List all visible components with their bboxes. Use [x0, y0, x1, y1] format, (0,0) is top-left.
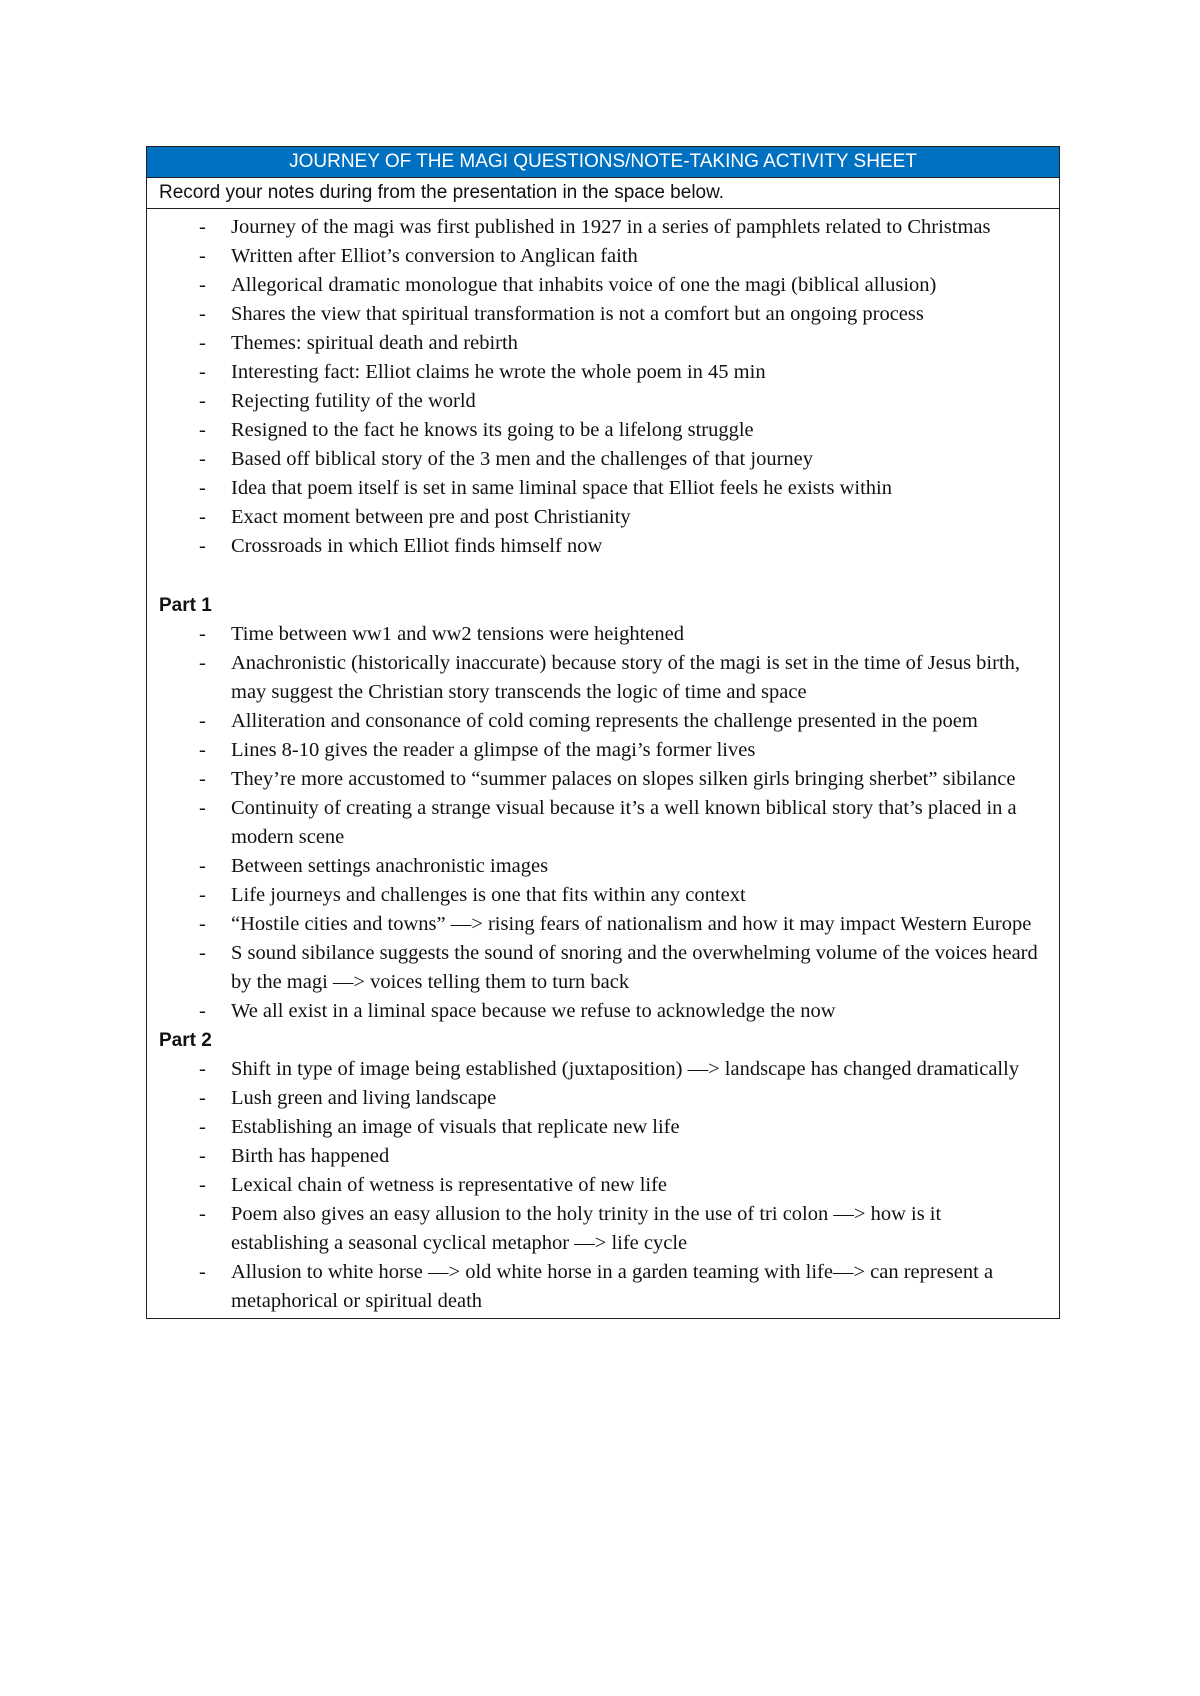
list-item: - Themes: spiritual death and rebirth: [159, 329, 1051, 358]
list-item: - Allegorical dramatic monologue that inhabits voice of one the magi (biblical allusion): [159, 271, 1051, 300]
list-item: - Lush green and living landscape: [159, 1084, 1051, 1113]
list-item: - Establishing an image of visuals that replicate new life: [159, 1113, 1051, 1142]
list-item: - Based off biblical story of the 3 men and the challenges of that journey: [159, 445, 1051, 474]
list-item: - They’re more accustomed to “summer palaces on slopes silken girls bringing sherbet” sibilance: [159, 765, 1051, 794]
list-item: - Resigned to the fact he knows its going to be a lifelong struggle: [159, 416, 1051, 445]
list-item: - Time between ww1 and ww2 tensions were heightened: [159, 620, 1051, 649]
spacer: [159, 561, 1051, 591]
list-item: - S sound sibilance suggests the sound of snoring and the overwhelming volume of the voices heard by the magi —> voices telling them to turn back: [159, 939, 1051, 997]
list-item: - “Hostile cities and towns” —> rising fears of nationalism and how it may impact Western Europe: [159, 910, 1051, 939]
list-item: - Allusion to white horse —> old white horse in a garden teaming with life—> can represent a metaphorical or spiritual death: [159, 1258, 1051, 1316]
list-item: - Lines 8-10 gives the reader a glimpse of the magi’s former lives: [159, 736, 1051, 765]
list-item: - Poem also gives an easy allusion to the holy trinity in the use of tri colon —> how is it establishing a seasonal cyclical metaphor —> life cycle: [159, 1200, 1051, 1258]
list-item: - Anachronistic (historically inaccurate) because story of the magi is set in the time of Jesus birth, may suggest the Christian story transcends the logic of time and space: [159, 649, 1051, 707]
list-item: - Lexical chain of wetness is representative of new life: [159, 1171, 1051, 1200]
list-item: - Birth has happened: [159, 1142, 1051, 1171]
list-item: - Shift in type of image being established (juxtaposition) —> landscape has changed dramatically: [159, 1055, 1051, 1084]
part-1-notes-list: [159, 620, 1051, 1026]
list-item: - We all exist in a liminal space because we refuse to acknowledge the now: [159, 997, 1051, 1026]
list-item: - Rejecting futility of the world: [159, 387, 1051, 416]
intro-notes-list: [159, 213, 1051, 561]
list-item: - Crossroads in which Elliot finds himself now: [159, 532, 1051, 561]
sheet-title: JOURNEY OF THE MAGI QUESTIONS/NOTE-TAKING ACTIVITY SHEET: [147, 147, 1059, 178]
list-item: - Between settings anachronistic images: [159, 852, 1051, 881]
part-2-heading: Part 2: [159, 1030, 212, 1051]
list-item: - Idea that poem itself is set in same liminal space that Elliot feels he exists within: [159, 474, 1051, 503]
list-item: - Life journeys and challenges is one that fits within any context: [159, 881, 1051, 910]
list-item: - Written after Elliot’s conversion to Anglican faith: [159, 242, 1051, 271]
list-item: - Shares the view that spiritual transformation is not a comfort but an ongoing process: [159, 300, 1051, 329]
list-item: - Interesting fact: Elliot claims he wrote the whole poem in 45 min: [159, 358, 1051, 387]
list-item: - Alliteration and consonance of cold coming represents the challenge presented in the poem: [159, 707, 1051, 736]
notes-area: [147, 209, 1059, 1318]
list-item: - Exact moment between pre and post Christianity: [159, 503, 1051, 532]
list-item: - Continuity of creating a strange visual because it’s a well known biblical story that’s placed in a modern scene: [159, 794, 1051, 852]
part-2-notes-list: [159, 1055, 1051, 1316]
instructions: Record your notes during from the presentation in the space below.: [147, 178, 1059, 209]
part-1-heading: Part 1: [159, 595, 212, 616]
list-item: - Journey of the magi was first published in 1927 in a series of pamphlets related to Christmas: [159, 213, 1051, 242]
activity-sheet-table: [146, 146, 1060, 1319]
